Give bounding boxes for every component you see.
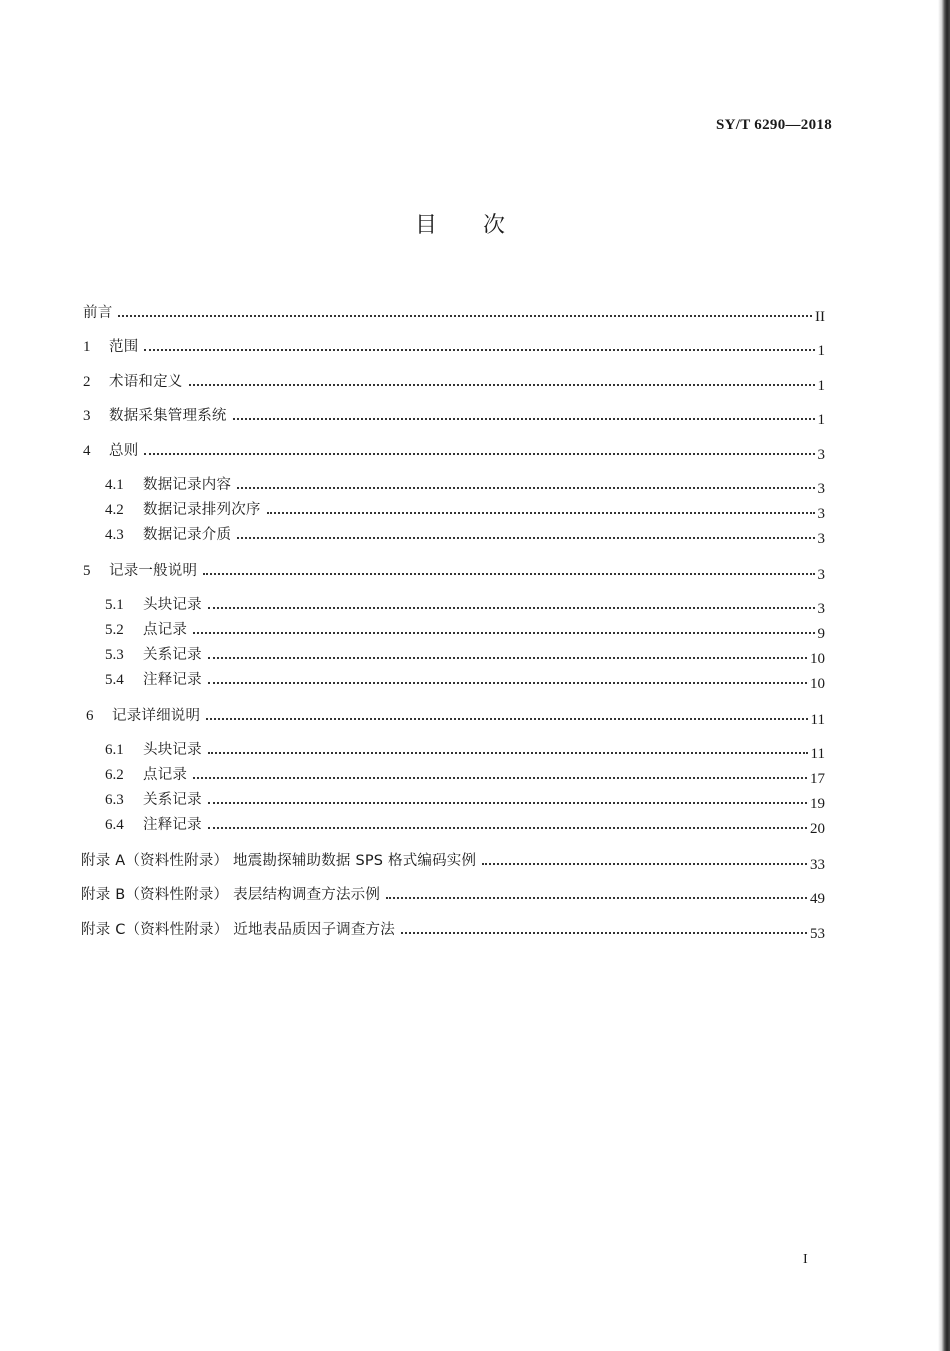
toc-number: 5.4 <box>105 672 124 688</box>
toc-entry-6-2[interactable] <box>105 764 825 787</box>
toc-label: 数据记录介质 <box>143 527 232 543</box>
toc-label: 注释记录 <box>143 672 202 688</box>
toc-label: 附录 C（资料性附录） 近地表品质因子调查方法 <box>81 922 395 938</box>
leader-dots <box>208 682 807 684</box>
toc-entry-5[interactable] <box>83 560 825 583</box>
toc-label: 关系记录 <box>143 647 202 663</box>
toc-number: 1 <box>83 339 91 355</box>
leader-dots <box>193 777 807 779</box>
toc-entry-4[interactable] <box>83 440 825 463</box>
toc-entry-4-3[interactable] <box>105 524 825 547</box>
leader-dots <box>208 827 807 829</box>
toc-label: 数据采集管理系统 <box>109 408 227 424</box>
toc-entry-5-3[interactable] <box>105 644 825 667</box>
toc-label: 点记录 <box>143 767 188 783</box>
toc-entry-3[interactable] <box>83 405 825 428</box>
leader-dots <box>208 752 808 754</box>
toc-number: 4.3 <box>105 527 124 543</box>
toc-page: 11 <box>810 746 825 762</box>
toc-label: 总则 <box>109 443 139 459</box>
toc-number: 4.2 <box>105 502 124 518</box>
toc-label: 记录一般说明 <box>109 563 198 579</box>
page-title: 目次 <box>414 213 551 238</box>
toc-entry-5-2[interactable] <box>105 619 825 642</box>
standard-code: SY/T 6290—2018 <box>715 117 832 133</box>
leader-dots <box>189 384 815 386</box>
leader-dots <box>237 537 814 539</box>
toc-number: 6.3 <box>105 792 124 808</box>
toc-entry-appendix-a[interactable] <box>81 850 825 873</box>
toc-number: 5.2 <box>105 622 124 638</box>
toc-entry-appendix-c[interactable] <box>81 919 825 942</box>
toc-page: 1 <box>817 412 825 428</box>
leader-dots <box>237 487 814 489</box>
page-number: I <box>803 1252 808 1267</box>
toc-label: 前言 <box>83 305 113 321</box>
toc-label: 附录 B（资料性附录） 表层结构调查方法示例 <box>81 887 381 903</box>
toc-number: 6.2 <box>105 767 124 783</box>
toc-number: 5 <box>83 563 91 579</box>
toc-number: 6.1 <box>105 742 124 758</box>
leader-dots <box>386 897 807 899</box>
toc-page: 53 <box>810 926 825 942</box>
toc-page: 1 <box>817 378 825 394</box>
toc-label: 注释记录 <box>143 817 202 833</box>
leader-dots <box>401 932 807 934</box>
toc-label: 记录详细说明 <box>112 708 201 724</box>
toc-page: 17 <box>810 771 825 787</box>
leader-dots <box>144 349 814 351</box>
toc-label: 范围 <box>109 339 139 355</box>
leader-dots <box>118 315 812 317</box>
toc-page: 11 <box>810 712 825 728</box>
toc-number: 2 <box>83 374 91 390</box>
toc-entry-1[interactable] <box>83 336 825 359</box>
toc-page: II <box>815 309 825 325</box>
toc-entry-6-3[interactable] <box>105 789 825 812</box>
toc-entry-6[interactable] <box>86 705 825 728</box>
toc-page: 9 <box>817 626 825 642</box>
toc-label: 头块记录 <box>143 597 202 613</box>
toc-page: 3 <box>817 531 825 547</box>
leader-dots <box>193 632 814 634</box>
toc-page: 19 <box>810 796 825 812</box>
toc-page: 3 <box>817 447 825 463</box>
toc-label: 关系记录 <box>143 792 202 808</box>
toc-label: 头块记录 <box>143 742 202 758</box>
toc-page: 10 <box>810 676 825 692</box>
toc-number: 6.4 <box>105 817 124 833</box>
toc-entry-4-2[interactable] <box>105 499 825 522</box>
leader-dots <box>233 418 815 420</box>
toc-page: 49 <box>810 891 825 907</box>
toc-page: 3 <box>817 567 825 583</box>
toc-entry-6-4[interactable] <box>105 814 825 837</box>
toc-number: 5.1 <box>105 597 124 613</box>
toc-label: 数据记录排列次序 <box>143 502 261 518</box>
toc-page: 33 <box>810 857 825 873</box>
leader-dots <box>208 802 807 804</box>
toc-number: 5.3 <box>105 647 124 663</box>
toc-entry-6-1[interactable] <box>105 739 825 762</box>
toc-page: 20 <box>810 821 825 837</box>
toc-number: 4.1 <box>105 477 124 493</box>
toc-entry-foreword[interactable] <box>83 302 825 325</box>
leader-dots <box>267 512 815 514</box>
toc-entry-5-4[interactable] <box>105 669 825 692</box>
toc-label: 附录 A（资料性附录） 地震勘探辅助数据 SPS 格式编码实例 <box>81 853 477 869</box>
leader-dots <box>144 453 814 455</box>
leader-dots <box>208 657 807 659</box>
toc-page: 1 <box>817 343 825 359</box>
toc-page: 3 <box>817 506 825 522</box>
toc-entry-5-1[interactable] <box>105 594 825 617</box>
leader-dots <box>208 607 815 609</box>
toc-page: 10 <box>810 651 825 667</box>
toc-label: 数据记录内容 <box>143 477 232 493</box>
leader-dots <box>206 718 807 720</box>
leader-dots <box>203 573 814 575</box>
toc-page: 3 <box>817 481 825 497</box>
toc-label: 点记录 <box>143 622 188 638</box>
toc-number: 3 <box>83 408 91 424</box>
toc-entry-appendix-b[interactable] <box>81 884 825 907</box>
scan-edge <box>938 0 950 1351</box>
toc-number: 4 <box>83 443 91 459</box>
leader-dots <box>482 863 807 865</box>
toc-page: 3 <box>817 601 825 617</box>
toc-label: 术语和定义 <box>109 374 183 390</box>
toc-entry-2[interactable] <box>83 371 825 394</box>
toc-entry-4-1[interactable] <box>105 474 825 497</box>
toc-number: 6 <box>86 708 94 724</box>
